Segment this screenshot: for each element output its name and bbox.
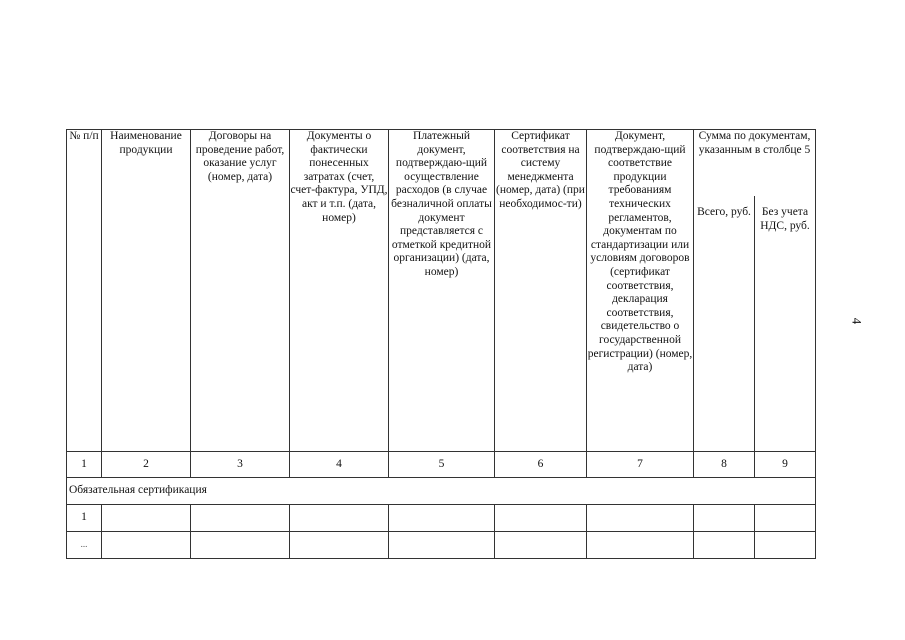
expenses-table — [66, 129, 816, 559]
column-number-8: 8 — [694, 452, 755, 478]
column-number-4: 4 — [290, 452, 389, 478]
header-conformity-document: Документ, подтверждаю-щий соответствие продукции требованиям технических регламентов, документам по стандартизации или условиям договоров (сертификат соответствия, декларация соответствия, свидетельство о государственной регистрации) (номер, дата) — [587, 130, 694, 452]
column-number-9: 9 — [755, 452, 816, 478]
column-number-2: 2 — [102, 452, 191, 478]
row-number: ... — [67, 532, 102, 559]
column-number-3: 3 — [191, 452, 290, 478]
column-number-6: 6 — [495, 452, 587, 478]
table-cell[interactable] — [694, 532, 755, 559]
column-number-1: 1 — [67, 452, 102, 478]
table-cell[interactable] — [495, 532, 587, 559]
table-cell[interactable] — [389, 532, 495, 559]
form-table-container — [66, 129, 815, 559]
header-cost-documents: Документы о фактически понесенных затратах (счет, счет-фактура, УПД, акт и т.п. (дата, номер) — [290, 130, 389, 452]
table-cell[interactable] — [191, 505, 290, 532]
table-cell[interactable] — [102, 505, 191, 532]
section-title: Обязательная сертификация — [67, 478, 816, 505]
table-cell[interactable] — [755, 505, 816, 532]
table-cell[interactable] — [290, 505, 389, 532]
header-number: № п/п — [67, 130, 102, 452]
table-cell[interactable] — [587, 532, 694, 559]
column-number-7: 7 — [587, 452, 694, 478]
table-cell[interactable] — [290, 532, 389, 559]
page-number: 4 — [849, 317, 865, 325]
table-row — [67, 505, 816, 532]
table-row — [67, 532, 816, 559]
table-cell[interactable] — [587, 505, 694, 532]
column-number-5: 5 — [389, 452, 495, 478]
header-total: Всего, руб. — [694, 196, 755, 452]
table-cell[interactable] — [495, 505, 587, 532]
header-payment-document: Платежный документ, подтверждаю-щий осуществление расходов (в случае безналичной оплаты документ представляется с отметкой кредитной организации) (дата, номер) — [389, 130, 495, 452]
header-without-vat: Без учета НДС, руб. — [755, 196, 816, 452]
table-cell[interactable] — [389, 505, 495, 532]
table-cell[interactable] — [694, 505, 755, 532]
header-product-name: Наименование продукции — [102, 130, 191, 452]
header-contracts: Договоры на проведение работ, оказание услуг (номер, дата) — [191, 130, 290, 452]
header-management-certificate: Сертификат соответствия на систему менеджмента (номер, дата) (при необходимос-ти) — [495, 130, 587, 452]
row-number: 1 — [67, 505, 102, 532]
table-cell[interactable] — [191, 532, 290, 559]
table-cell[interactable] — [755, 532, 816, 559]
header-sum-group: Сумма по документам, указанным в столбце 5 — [694, 130, 816, 197]
table-cell[interactable] — [102, 532, 191, 559]
